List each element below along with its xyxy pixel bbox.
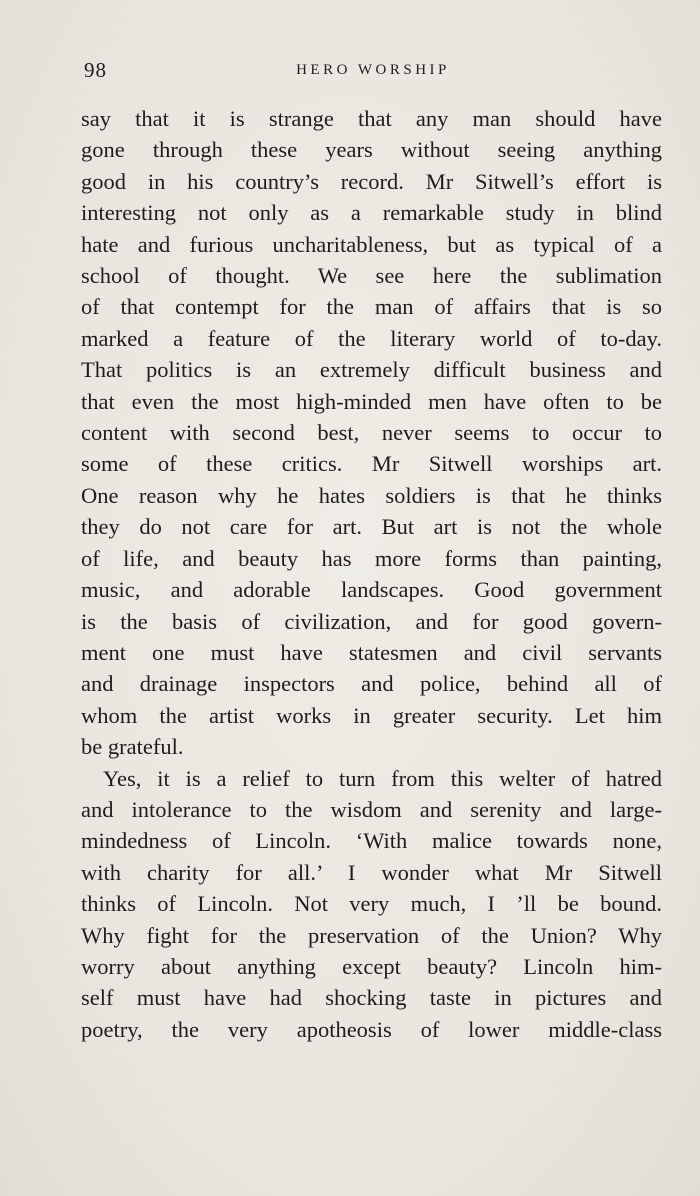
text-line: some of these critics. Mr Sitwell worships art. — [81, 451, 662, 477]
text-line: marked a feature of the literary world of to-day. — [81, 325, 662, 351]
text-line: hate and furious uncharitableness, but as typical of a — [81, 231, 662, 257]
text-line: be grateful. — [81, 734, 184, 760]
page-header — [84, 58, 662, 88]
text-line: Yes, it is a relief to turn from this welter of hatred — [103, 765, 662, 791]
text-line: that even the most high-minded men have often to be — [81, 388, 662, 414]
page-number: 98 — [84, 58, 107, 82]
text-line: say that it is strange that any man should have — [81, 106, 662, 131]
text-line: ment one must have statesmen and civil servants — [81, 639, 662, 665]
text-line: of that contempt for the man of affairs that is so — [81, 294, 662, 320]
text-line: thinks of Lincoln. Not very much, I ’ll be bound. — [81, 891, 662, 917]
text-line: good in his country’s record. Mr Sitwell’s effort is — [81, 168, 662, 194]
text-line: school of thought. We see here the sublimation — [81, 263, 662, 289]
text-line: mindedness of Lincoln. ‘With malice towards none, — [81, 828, 662, 854]
text-line: One reason why he hates soldiers is that he thinks — [81, 482, 662, 508]
text-line: they do not care for art. But art is not the whole — [81, 514, 662, 540]
text-line: music, and adorable landscapes. Good government — [81, 577, 662, 603]
text-line: worry about anything except beauty? Lincoln him- — [81, 953, 662, 979]
text-line: content with second best, never seems to occur to — [81, 420, 662, 446]
body-text — [81, 103, 662, 1045]
text-line: Why fight for the preservation of the Union? Why — [81, 922, 662, 948]
paragraph — [81, 103, 662, 763]
text-line: with charity for all.’ I wonder what Mr Sitwell — [81, 859, 662, 885]
running-title: HERO WORSHIP — [296, 62, 450, 78]
text-line: of life, and beauty has more forms than painting, — [81, 545, 662, 571]
paragraph — [81, 763, 662, 1046]
text-line: self must have had shocking taste in pictures and — [81, 985, 662, 1011]
text-line: That politics is an extremely difficult business and — [81, 357, 662, 383]
text-line: poetry, the very apotheosis of lower middle-class — [81, 1016, 662, 1042]
text-line: is the basis of civilization, and for good govern- — [81, 608, 662, 634]
text-line: whom the artist works in greater security. Let him — [81, 702, 662, 728]
text-line: gone through these years without seeing anything — [81, 137, 662, 163]
text-line: interesting not only as a remarkable study in blind — [81, 200, 662, 226]
text-line: and intolerance to the wisdom and serenity and large- — [81, 796, 662, 822]
text-line: and drainage inspectors and police, behind all of — [81, 671, 662, 697]
